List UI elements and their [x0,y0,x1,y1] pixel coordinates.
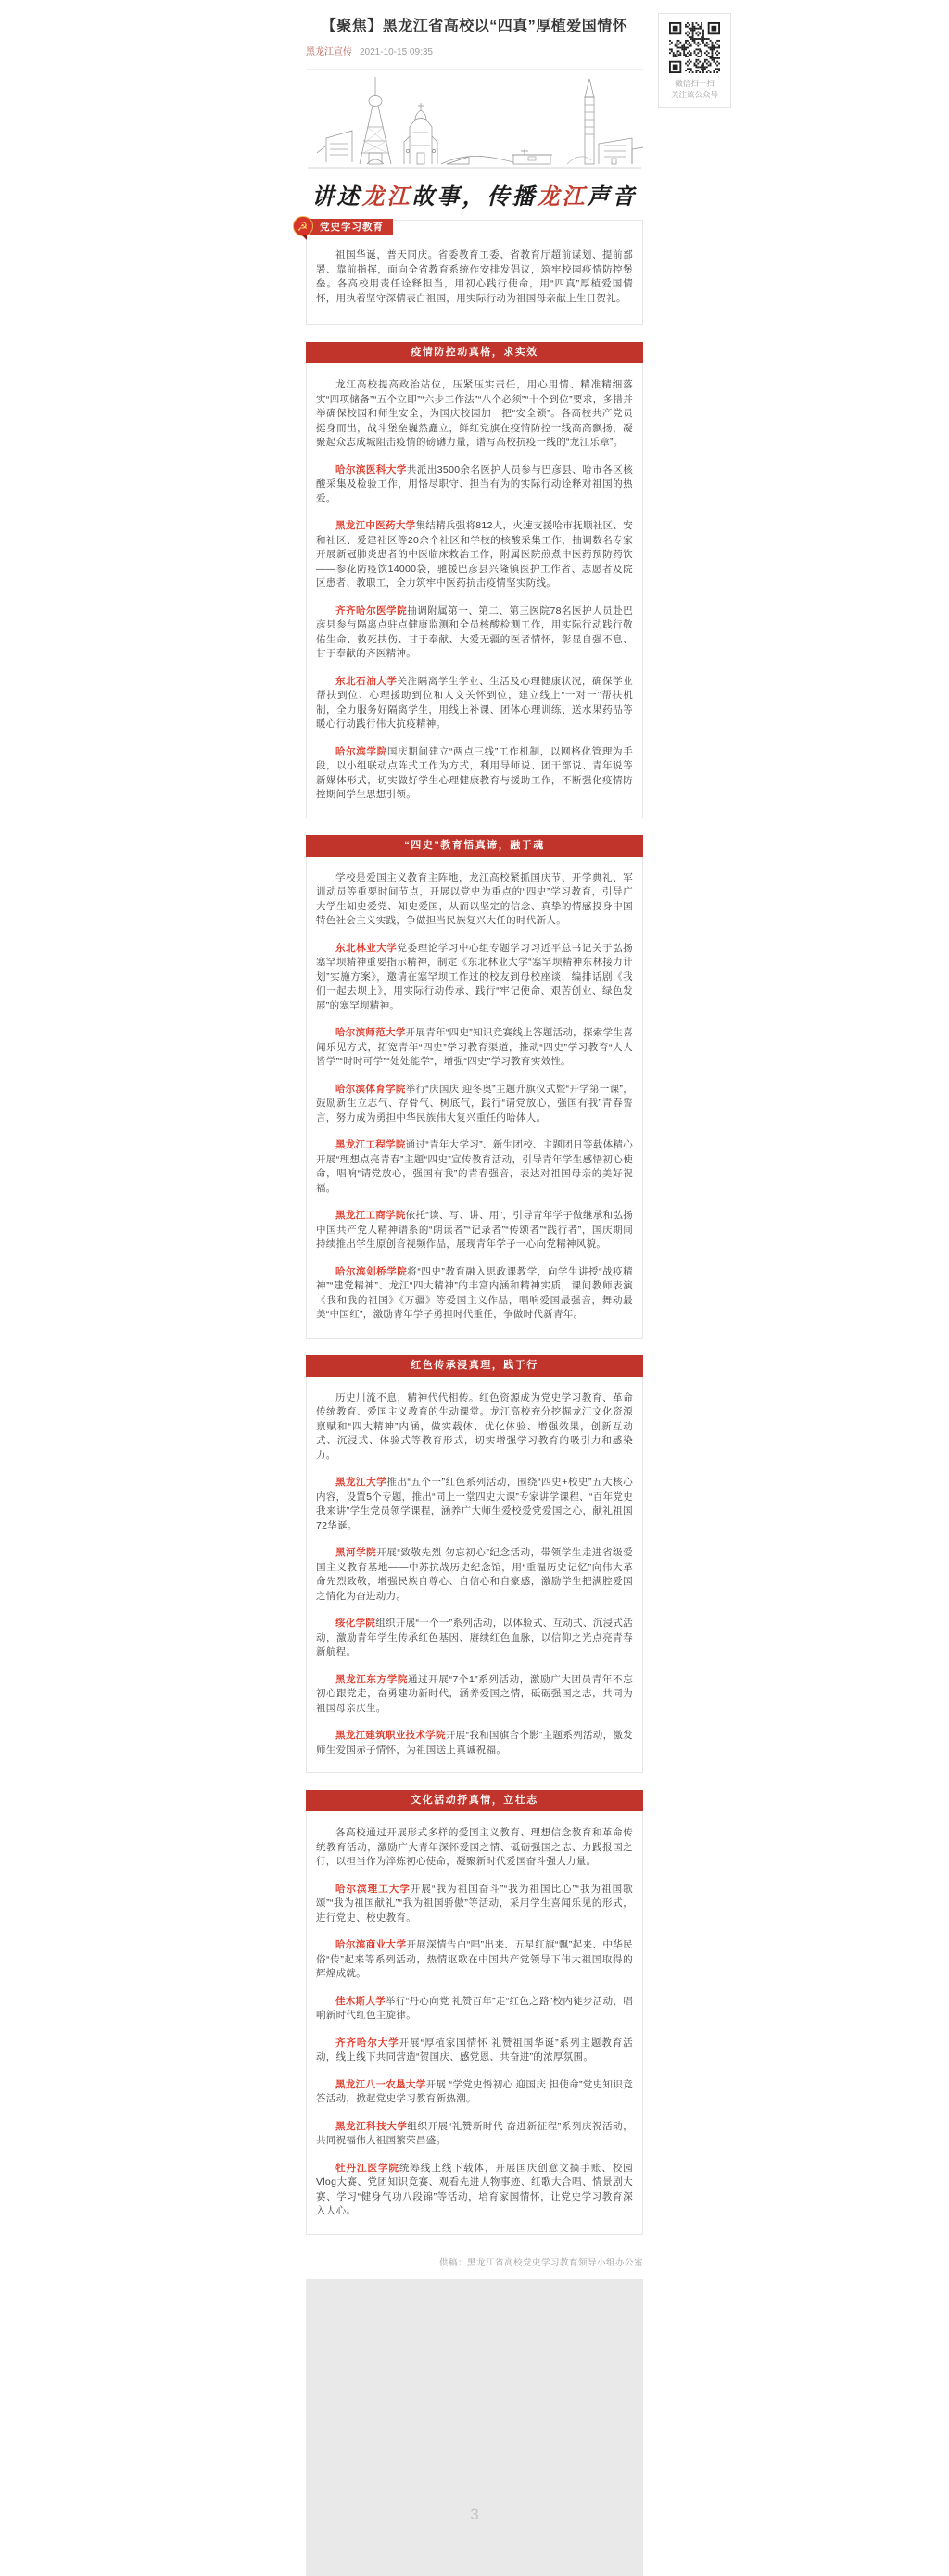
university-name: 哈尔滨体育学院 [335,1083,406,1095]
skyline-illustration-container [306,69,643,172]
university-name: 黑龙江科技大学 [335,2120,408,2132]
university-name: 齐齐哈尔医学院 [335,604,408,616]
section-header: 疫情防控动真格，求实效 [306,342,643,363]
qr-caption-line2: 关注该公众号 [670,90,718,99]
section-box [306,1811,643,2235]
slogan-segment: 龙江 [537,183,588,209]
article-paragraph: 哈尔滨医科大学共派出3500余名医护人员参与巴彦县、哈市各区核酸采集及检验工作，用恪尽职守、担当有为的实际行动诠释对祖国的热爱。 [316,463,633,504]
article-paragraph: 黑龙江中医药大学集结精兵强将812人，火速支援哈市抚顺社区、安和社区、爱建社区等20余个社区和学校的核酸采集工作，抽调数名专家开展新冠肺炎患者的中医临床救治工作，附属医院煎煮中医药预防药饮——参花防疫饮14000袋，驰援巴彦县兴隆镇医护工作者、志愿者及院区患者、教职工，全力筑牢中医药抗击疫情坚实防线。 [316,520,633,589]
university-name: 黑龙江工程学院 [335,1139,406,1150]
article-paragraph: 哈尔滨商业大学开展深情告白“唱”出来、五星红旗“飘”起来、中华民俗“传”起来等系列活动，热情讴歌在中国共产党领导下伟大祖国取得的辉煌成就。 [316,1939,633,1979]
article-paragraph: 东北林业大学党委理论学习中心组专题学习习近平总书记关于弘扬塞罕坝精神重要指示精神，制定《东北林业大学“塞罕坝精神东林接力计划”实施方案》，邀请在塞罕坝工作过的校友到母校座谈，编排话剧《我们一起去坝上》，用实际行动传承、践行“牢记使命、艰苦创业、绿色发展”的塞罕坝精神。 [316,942,633,1011]
section-box [306,1377,643,1774]
account-name-link[interactable]: 黑龙江宣传 [306,47,352,57]
article-sections [306,342,643,2235]
party-history-badge [297,219,393,235]
article-paragraph: 黑龙江工程学院通过“青年大学习”、新生团校、主题团日等载体精心开展“理想点亮青春”主题“四史”宣传教育活动，引导青年学生感悟初心使命，唱响“请党放心，强国有我”的青春强音，表达对祖国母亲的美好祝福。 [316,1139,633,1194]
university-name: 黑龙江建筑职业技术学院 [335,1730,446,1741]
university-name: 牡丹江医学院 [335,2162,399,2174]
intro-paragraph: 祖国华诞，普天同庆。省委教育工委、省教育厅超前谋划、提前部署、靠前指挥，面向全省教育系统作安排发倡议，筑牢校园疫情防控堡垒。各高校用责任诠释担当，用初心践行使命，用“四真”厚植爱国情怀，用执着坚守深情表白祖国，用实际行动为祖国母亲献上生日贺礼。 [316,249,633,304]
article-paragraph: 学校是爱国主义教育主阵地，龙江高校紧抓国庆节、开学典礼、军训动员等重要时间节点，开展以党史为重点的“四史”学习教育，引导广大学生知史爱党、知史爱国，从而以坚定的信念、真挚的情感投身中国特色社会主义实践，争做担当民族复兴大任的时代新人。 [316,871,633,926]
section-box [306,857,643,1339]
university-name: 哈尔滨医科大学 [335,463,407,476]
university-name: 哈尔滨剑桥学院 [335,1265,408,1277]
article-paragraph: 黑龙江东方学院通过开展“7个1”系列活动，激励广大团员青年不忘初心跟党走，奋勇建功新时代，涵养爱国之情，砥砺强国之志，共同为祖国母亲庆生。 [316,1673,633,1714]
article-meta [306,44,643,57]
calligraphy-slogan [306,178,643,210]
article-paragraph: 各高校通过开展形式多样的爱国主义教育、理想信念教育和革命传统教育活动，激励广大青年深怀爱国之情、砥砺强国之志、力践报国之行，以担当作为淬炼初心使命，凝聚新时代爱国奋斗强大力量。 [316,1827,633,1867]
university-name: 黑龙江八一农垦大学 [335,2078,426,2090]
slogan-segment: 声音 [587,183,638,209]
university-name: 齐齐哈尔大学 [335,2037,399,2049]
university-name: 佳木斯大学 [335,1995,386,2007]
article-paragraph: 历史川流不息，精神代代相传。红色资源成为党史学习教育、革命传统教育、爱国主义教育的生动课堂。龙江高校充分挖掘龙江文化资源禀赋和“四大精神”内涵，做实载体、优化体验、增强效果，创新互动式、沉浸式、体验式等教育形式，切实增强学习教育的吸引力和感染力。 [316,1391,633,1461]
article-paragraph: 哈尔滨学院国庆期间建立“两点三线”工作机制，以网格化管理为手段，以小组联动点阵式工作为方式，利用导师说、团干部说、青年说等新媒体形式，切实做好学生心理健康教育与援助工作，不断强化疫情防控期间学生思想引领。 [316,745,634,800]
article-paragraph: 齐齐哈尔医学院抽调附属第一、第二、第三医院78名医护人员赴巴彦县参与隔离点驻点健康监测和全员核酸检测工作，用实际行动践行敬佑生命、救死扶伤、甘于奉献、大爱无疆的医者情怀，彰显自强不息、甘于奉献的齐医精神。 [316,604,633,659]
qr-caption-line1: 微信扫一扫 [675,79,715,88]
university-name: 东北石油大学 [335,675,398,687]
article-paragraph: 龙江高校提高政治站位，压紧压实责任，用心用情、精准精细落实“四项储备”“五个立即”“六步工作法”“八个必须”“十个到位”要求，多措并举确保校园和师生安全，为国庆校园加一把“安全锁”。各高校共产党员挺身而出，战斗堡垒巍然矗立，鲜红党旗在疫情防控一线高高飘扬，凝聚起众志成城阻击疫情的磅礴力量，谱写高校抗疫一线的“龙江乐章”。 [316,379,633,448]
article-paragraph: 东北石油大学关注隔离学生学业、生活及心理健康状况，确保学业帮扶到位、心理援助到位和人文关怀到位，建立线上“一对一”帮扶机制，全力服务好隔离学生，用线上补课、团体心理训练、送水果药品等暖心行动践行伟大抗疫精神。 [316,675,633,730]
party-emblem-icon: ☭ [293,216,313,236]
article-paragraph: 黑龙江大学推出“五个一”红色系列活动，围绕“四史+校史”五大核心内容，设置5个专题，推出“同上一堂四史大课”专家讲学课程、“百年党史我来讲”学生党员领学课程，涵养广大师生爱校爱党爱国之心，献礼祖国72华诞。 [316,1477,634,1531]
section-header: 文化活动抒真情，立壮志 [306,1790,643,1811]
article-paragraph: 哈尔滨剑桥学院将“四史”教育融入思政课教学，向学生讲授“战疫精神”“建党精神”、龙江“四大精神”的丰富内涵和精神实质，课间教师表演《我和我的祖国》《万疆》等爱国主义作品，唱响爱国最强音，舞动最美“中国红”，激励青年学子勇担时代重任，争做时代新青年。 [316,1265,633,1320]
university-name: 绥化学院 [335,1618,376,1629]
university-name: 哈尔滨师范大学 [335,1027,406,1038]
article-paragraph: 黑龙江工商学院依托“读、写、讲、用”，引导青年学子做继承和弘扬中国共产党人精神谱系的“朗读者”“记录者”“传颂者”“践行者”，国庆期间持续推出学生原创音视频作品，展现青年学子一心向党精神风貌。 [316,1210,633,1250]
university-name: 哈尔滨商业大学 [335,1939,407,1950]
article-paragraph: 哈尔滨体育学院举行“庆国庆 迎冬奥”主题升旗仪式暨“开学第一课”，鼓励新生立志气、存骨气、树底气，践行“请党放心，强国有我”青春誓言，努力成为勇担中华民族伟大复兴重任的哈体人。 [316,1083,633,1123]
article-paragraph: 黑龙江八一农垦大学开展 “学党史悟初心 迎国庆 担使命”党史知识竞答活动，掀起党史学习教育新热潮。 [316,2078,633,2104]
image-placeholder [306,2279,643,2576]
article-paragraph: 哈尔滨理工大学开展“我为祖国奋斗”“我为祖国比心”“我为祖国歌颂”“我为祖国献礼”“我为祖国骄傲”等活动，采用学生喜闻乐见的形式，进行党史、校史教育。 [316,1883,633,1923]
intro-box [297,220,643,325]
section-header: “四史”教育悟真谛，融于魂 [306,835,643,857]
page-title: 【聚焦】黑龙江省高校以“四真”厚植爱国情怀 [321,19,628,34]
placeholder-number: 3 [470,2505,479,2523]
slogan-segment: 传播 [487,183,538,209]
article-paragraph: 佳木斯大学举行“丹心向党 礼赞百年”走“红色之路”校内徒步活动，唱响新时代红色主旋律。 [316,1995,633,2021]
section-header: 红色传承浸真理，践于行 [306,1355,643,1377]
harbin-skyline-illustration [306,71,643,173]
publish-date: 2021-10-15 09:35 [360,47,433,57]
article-paragraph: 黑河学院开展“致敬先烈 勿忘初心”纪念活动，带领学生走进省级爱国主义教育基地——中苏抗战历史纪念馆，用“重温历史记忆”向伟大革命先烈致敬，增强民族自尊心、自信心和自豪感，激励学生把满腔爱国之情化为奋进动力。 [316,1547,634,1602]
section-box [306,363,643,818]
article-paragraph: 哈尔滨师范大学开展青年“四史”知识竞赛线上答题活动，探索学生喜闻乐见方式，拓宽青年“四史”学习教育渠道，推动“四史”学习教育“人人皆学”“时时可学”“处处能学”，增强“四史”学习教育实效性。 [316,1027,633,1067]
university-name: 黑龙江大学 [335,1477,387,1488]
university-name: 东北林业大学 [335,942,398,954]
article-paragraph: 黑龙江建筑职业技术学院开展“我和国旗合个影”主题系列活动，激发师生爱国赤子情怀，为祖国送上真诚祝福。 [316,1730,633,1756]
university-name: 哈尔滨学院 [335,745,387,757]
university-name: 黑龙江东方学院 [335,1673,408,1685]
slogan-segment: 故事 [411,183,462,209]
contributor-credit: 供稿：黑龙江省高校党史学习教育领导小组办公室 [438,2257,643,2268]
slogan-segment: ， [462,183,487,209]
article-paragraph: 黑龙江科技大学组织开展“礼赞新时代 奋进新征程”系列庆祝活动，共同祝福伟大祖国繁荣昌盛。 [316,2120,633,2146]
university-name: 哈尔滨理工大学 [335,1883,411,1895]
slogan-segment: 讲述 [311,183,362,209]
article-paragraph: 绥化学院组织开展“十个一”系列活动，以体验式、互动式、沉浸式活动，激励青年学生传承红色基因、赓续红色血脉，以信仰之光点亮青春新航程。 [316,1618,634,1657]
article-paragraph: 牡丹江医学院统筹线上线下载体，开展国庆创意文摘手账、校园Vlog大赛、党团知识竞赛、观看先进人物事迹、红歌大合唱、情景剧大赛、学习“健身气功八段锦”等活动，培育家国情怀，让党史学习教育深入人心。 [316,2162,633,2216]
qr-card [658,13,731,108]
university-name: 黑龙江工商学院 [335,1210,406,1221]
slogan-segment: 龙江 [361,183,412,209]
qr-code [669,22,720,73]
article-paragraph: 齐齐哈尔大学开展“厚植家国情怀 礼赞祖国华诞”系列主题教育活动，线上线下共同营造“贺国庆、感党恩、共奋进”的浓厚氛围。 [316,2037,633,2062]
badge-label: 党史学习教育 [320,222,384,233]
university-name: 黑龙江中医药大学 [335,520,416,531]
university-name: 黑河学院 [335,1547,377,1558]
